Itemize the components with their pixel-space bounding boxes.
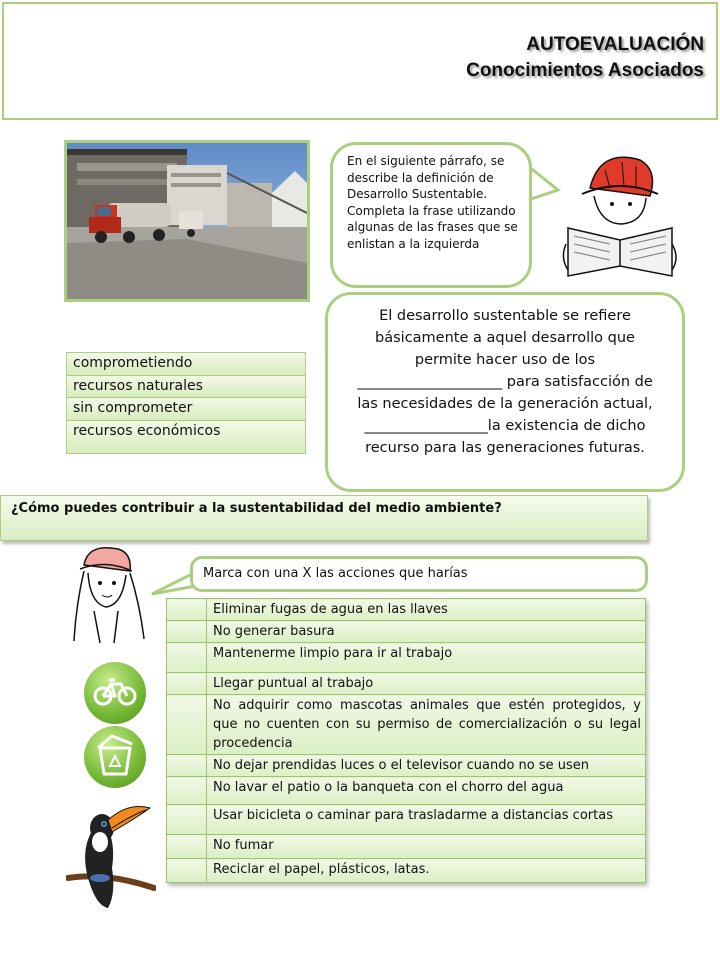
factory-photo [64,140,310,302]
action-text: Llegar puntual al trabajo [207,673,646,695]
reading-worker-illustration [560,148,680,278]
toucan-illustration [66,798,156,910]
checkbox-cell[interactable] [167,621,207,643]
question-text: ¿Cómo puedes contribuir a la sustentabilidad del medio ambiente? [11,501,502,516]
action-text: Mantenerme limpio para ir al trabajo [207,643,646,673]
option-item[interactable]: sin comprometer [66,397,306,420]
action-text: Eliminar fugas de agua en las llaves [207,599,646,621]
table-row [167,599,646,621]
mark-instruction-text: Marca con una X las acciones que harías [203,566,468,581]
definition-paragraph-text: El desarrollo sustentable se refiere básicamente a aquel desarrollo que permite hacer uso de los ____________________ para satisfacción de las necesidades de la generación actual, _________________la existencia de dicho recurso para las generaciones futuras. [357,308,653,456]
table-row [167,835,646,859]
checkbox-cell[interactable] [167,599,207,621]
header-box [2,2,718,120]
bicycle-icon [84,662,146,724]
checkbox-cell[interactable] [167,755,207,777]
instruction-bubble [330,142,532,288]
option-item[interactable]: comprometiendo [66,352,306,375]
checkbox-cell[interactable] [167,673,207,695]
action-text: No dejar prendidas luces o el televisor cuando no se usen [207,755,646,777]
option-item[interactable]: recursos económicos [66,420,306,454]
checkbox-cell[interactable] [167,805,207,835]
option-item[interactable]: recursos naturales [66,375,306,398]
actions-table [166,598,646,883]
checkbox-cell[interactable] [167,643,207,673]
phrase-options-list [66,352,306,454]
question-bar [0,495,648,541]
instruction-text: En el siguiente párrafo, se describe la definición de Desarrollo Sustentable. Completa la frase utilizando algunas de las frases que se enlistan a la izquierda [347,154,518,251]
checkbox-cell[interactable] [167,859,207,883]
action-text: No fumar [207,835,646,859]
table-row [167,695,646,755]
mark-instruction-bubble [190,556,648,592]
table-row [167,621,646,643]
action-text: Usar bicicleta o caminar para trasladarme a distancias cortas [207,805,646,835]
table-row [167,859,646,883]
definition-paragraph-bubble [325,292,685,492]
action-text: No lavar el patio o la banqueta con el chorro del agua [207,777,646,805]
table-row [167,643,646,673]
table-row [167,777,646,805]
action-text: Reciclar el papel, plásticos, latas. [207,859,646,883]
page-subtitle: Conocimientos Asociados [466,60,704,81]
action-text: No adquirir como mascotas animales que estén protegidos, y que no cuenten con su permiso de comercialización o su legal procedencia [207,695,646,755]
table-row [167,805,646,835]
checkbox-cell[interactable] [167,777,207,805]
recycle-bin-icon [84,726,146,788]
table-row [167,755,646,777]
table-row [167,673,646,695]
female-worker-illustration [70,545,150,650]
page-title: AUTOEVALUACIÓN [526,34,704,55]
checkbox-cell[interactable] [167,695,207,755]
action-text: No generar basura [207,621,646,643]
checkbox-cell[interactable] [167,835,207,859]
